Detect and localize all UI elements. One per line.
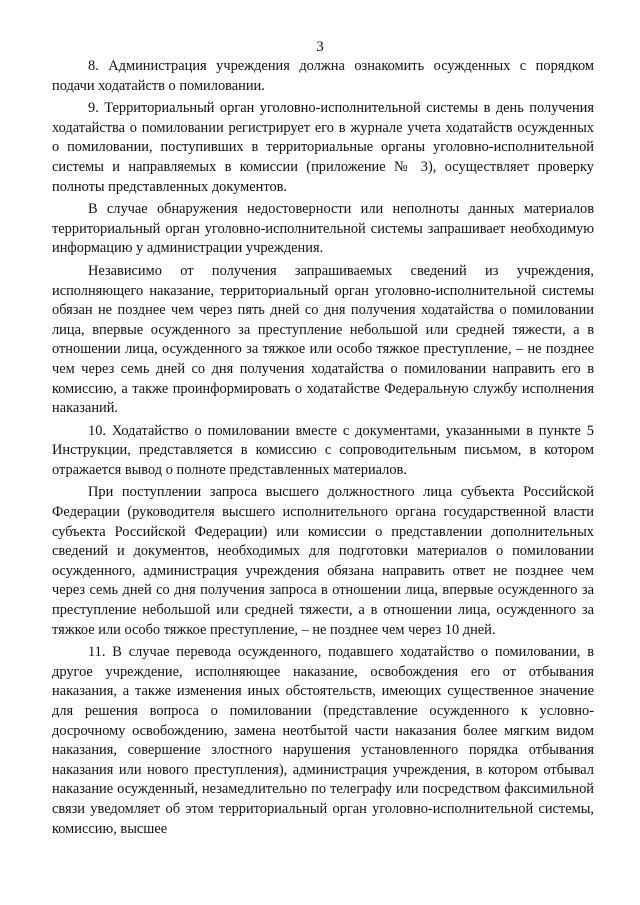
paragraph-item-11: 11. В случае перевода осужденного, подавшего ходатайство о помиловании, в другое учреждение, исполняющее наказание, освобождения его от отбывания наказания, а также изменения иных обстоятельств, имеющих существенное значение для решения вопроса о помиловании (представление осужденного к условно-досрочному освобождению, замена неотбытой части наказания более мягким видом наказания, совершение злостного нарушения установленного порядка отбывания наказания или нового преступления), администрация учреждения, в котором отбывал наказание осужденный, незамедлительно по телеграфу или посредством факсимильной связи уведомляет об этом территориальный орган уголовно-исполнительной системы, комиссию, высшее [52,644,594,837]
paragraph-item-9: 9. Территориальный орган уголовно-исполнительной системы в день получения ходатайства о помиловании регистрирует его в журнале учета ходатайств осужденных о помиловании, поступивших в территориальные органы уголовно-исполнительной системы и направляемых в комиссии (приложение № 3), осуществляет проверку полноты представленных документов. [52,100,594,195]
paragraph-additional-info-request: При поступлении запроса высшего должностного лица субъекта Российской Федерации (руководителя высшего исполнительного органа государственной власти субъекта Российской Федерации) или комиссии о представлении дополнительных сведений и документов, необходимых для подготовки материалов о помиловании осужденного, администрация учреждения обязана направить ответ не позднее чем через семь дней со дня получения запроса в отношении лица, впервые осужденного за преступление небольшой или средней тяжести, а в отношении лица, осужденного за тяжкое или особо тяжкое преступление, – не позднее чем через 10 дней. [52,484,594,638]
paragraph-deadlines: Независимо от получения запрашиваемых сведений из учреждения, исполняющего наказание, территориальный орган уголовно-исполнительной системы обязан не позднее чем через пять дней со дня получения ходатайства о помиловании лица, впервые осужденного за преступление небольшой или средней тяжести, а в отношении лица, осужденного за тяжкое или особо тяжкое преступление, – не позднее чем через семь дней со дня получения ходатайства о помиловании направить его в комиссию, а также проинформировать о ходатайстве Федеральную службу исполнения наказаний. [52,262,594,417]
document-body [52,57,594,839]
page-number: 3 [316,39,324,55]
paragraph-item-8: 8. Администрация учреждения должна ознакомить осужденных с порядком подачи ходатайств о помиловании. [52,58,594,94]
paragraph-item-10: 10. Ходатайство о помиловании вместе с документами, указанными в пункте 5 Инструкции, представляется в комиссию с сопроводительным письмом, в котором отражается вывод о полноте представленных материалов. [52,422,594,478]
paragraph-incomplete-data-request: В случае обнаружения недостоверности или неполноты данных материалов территориальный орган уголовно-исполнительной системы запрашивает необходимую информацию у администрации учреждения. [52,201,594,257]
